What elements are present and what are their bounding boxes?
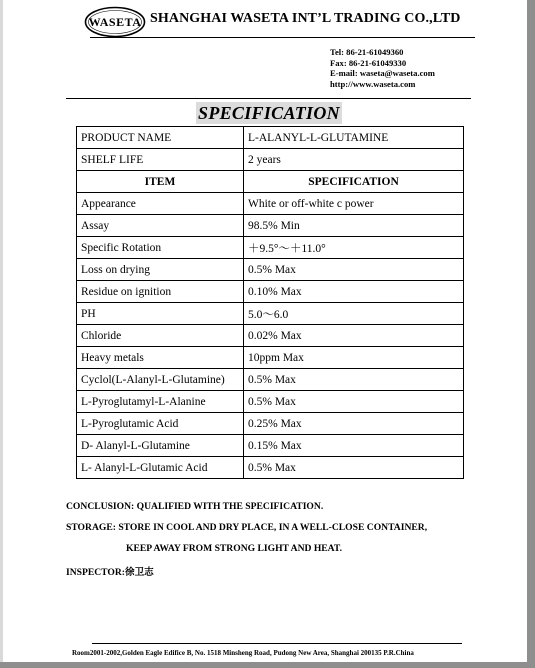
table-row: [77, 391, 464, 413]
item-cell: Appearance: [77, 193, 244, 215]
item-cell: Loss on drying: [77, 259, 244, 281]
table-row: [77, 303, 464, 325]
item-cell: Cyclol(L-Alanyl-L-Glutamine): [77, 369, 244, 391]
contact-web: http://www.waseta.com: [330, 78, 416, 89]
viewer-scrollbar-gutter: [527, 0, 535, 668]
shelf-life-row: [77, 149, 464, 171]
specification-table: [76, 126, 464, 479]
column-header-specification: SPECIFICATION: [244, 171, 464, 193]
table-row: [77, 259, 464, 281]
logo-text: WASETA: [88, 14, 142, 29]
specification-cell: 0.5% Max: [244, 391, 464, 413]
specification-cell: ＋9.5°～＋11.0°: [244, 237, 464, 259]
storage-line-2: KEEP AWAY FROM STRONG LIGHT AND HEAT.: [126, 543, 342, 554]
company-underline: [90, 37, 475, 38]
item-cell: L- Alanyl-L-Glutamic Acid: [77, 457, 244, 479]
specification-cell: 0.5% Max: [244, 369, 464, 391]
specification-cell: 0.10% Max: [244, 281, 464, 303]
table-header-row: [77, 171, 464, 193]
table-row: [77, 237, 464, 259]
contact-fax: Fax: 86-21-61049330: [330, 57, 407, 68]
footer-address: Room2001-2002,Golden Eagle Edifice B, No. 1518 Minsheng Road, Pudong New Area, Shanghai 200135 P.R.China: [72, 649, 414, 657]
company-name: SHANGHAI WASETA INT’L TRADING CO.,LTD: [150, 11, 461, 26]
table-row: [77, 347, 464, 369]
contact-tel: Tel: 86-21-61049360: [330, 47, 404, 57]
storage-line-1: STORAGE: STORE IN COOL AND DRY PLACE, IN A WELL-CLOSE CONTAINER,: [66, 522, 428, 533]
product-name-value: L-ALANYL-L-GLUTAMINE: [244, 127, 464, 149]
specification-cell: 0.5% Max: [244, 259, 464, 281]
shelf-life-value: 2 years: [244, 149, 464, 171]
item-cell: Assay: [77, 215, 244, 237]
table-row: [77, 193, 464, 215]
specification-cell: 98.5% Min: [244, 215, 464, 237]
specification-cell: 0.5% Max: [244, 457, 464, 479]
table-row: [77, 281, 464, 303]
table-row: [77, 435, 464, 457]
product-name-label: PRODUCT NAME: [77, 127, 244, 149]
column-header-item: ITEM: [77, 171, 244, 193]
conclusion-line: CONCLUSION: QUALIFIED WITH THE SPECIFICATION.: [66, 501, 324, 512]
table-row: [77, 369, 464, 391]
item-cell: Chloride: [77, 325, 244, 347]
document-title: SPECIFICATION: [198, 103, 340, 123]
specification-cell: 0.02% Max: [244, 325, 464, 347]
table-row: [77, 215, 464, 237]
company-logo: [84, 6, 146, 38]
specification-cell: 10ppm Max: [244, 347, 464, 369]
contact-email: E-mail: waseta@waseta.com: [330, 68, 435, 79]
item-cell: Residue on ignition: [77, 281, 244, 303]
table-row: [77, 457, 464, 479]
footer-divider: [92, 643, 462, 644]
specification-cell: 0.25% Max: [244, 413, 464, 435]
specification-cell: 0.15% Max: [244, 435, 464, 457]
item-cell: Specific Rotation: [77, 237, 244, 259]
shelf-life-label: SHELF LIFE: [77, 149, 244, 171]
title-wrap: [76, 102, 462, 124]
product-name-row: [77, 127, 464, 149]
item-cell: L-Pyroglutamic Acid: [77, 413, 244, 435]
inspector-line: INSPECTOR:徐卫志: [66, 567, 154, 578]
table-row: [77, 413, 464, 435]
table-row: [77, 325, 464, 347]
item-cell: L-Pyroglutamyl-L-Alanine: [77, 391, 244, 413]
specification-cell: White or off-white c power: [244, 193, 464, 215]
contact-block: [330, 47, 435, 89]
page-edge-bottom: [0, 662, 535, 668]
specification-cell: 5.0～6.0: [244, 303, 464, 325]
item-cell: PH: [77, 303, 244, 325]
page-edge-left: [0, 0, 3, 668]
item-cell: D- Alanyl-L-Glutamine: [77, 435, 244, 457]
item-cell: Heavy metals: [77, 347, 244, 369]
header-divider: [66, 98, 471, 99]
